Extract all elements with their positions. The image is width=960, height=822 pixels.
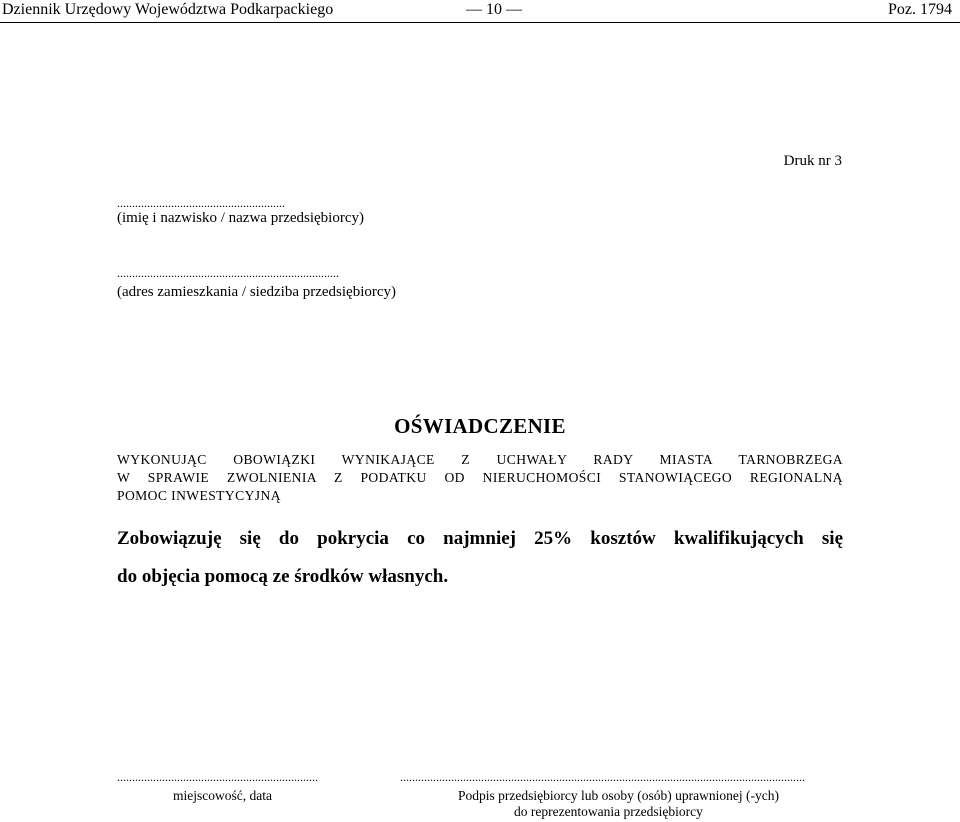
signature-fill-line: .......................................................................................................................................: [400, 770, 805, 784]
address-fill-line: ..........................................................................: [117, 266, 339, 280]
statement-line-2: do objęcia pomocą ze środków własnych.: [117, 566, 449, 587]
name-caption: (imię i nazwisko / nazwa przedsiębiorcy): [117, 210, 364, 226]
statement-line-1: Zobowiązuję się do pokrycia co najmniej 25% kosztów kwalifikujących się: [117, 528, 843, 549]
place-date-caption: miejscowość, data: [173, 788, 272, 803]
document-title: OŚWIADCZENIE: [394, 414, 566, 438]
journal-title: Dziennik Urzędowy Województwa Podkarpackiego: [2, 1, 334, 18]
address-caption: (adres zamieszkania / siedziba przedsiębiorcy): [117, 284, 397, 300]
intro-line-3: POMOC INWESTYCYJNĄ: [117, 488, 281, 503]
signature-caption-2: do reprezentowania przedsiębiorcy: [514, 804, 703, 819]
intro-line-1: WYKONUJĄC OBOWIĄZKI WYNIKAJĄCE Z UCHWAŁY RADY MIASTA TARNOBRZEGA: [117, 452, 843, 467]
name-fill-line: ........................................................: [117, 196, 285, 210]
intro-line-2: W SPRAWIE ZWOLNIENIA Z PODATKU OD NIERUCHOMOŚCI STANOWIĄCEGO REGIONALNĄ: [117, 470, 843, 485]
position-number: Poz. 1794: [888, 1, 952, 18]
page-number: — 10 —: [466, 1, 522, 18]
place-date-fill-line: ...................................................................: [117, 770, 318, 784]
header-rule: [0, 22, 960, 23]
page-header: [0, 0, 960, 24]
signature-caption-1: Podpis przedsiębiorcy lub osoby (osób) uprawnionej (-ych): [458, 788, 779, 803]
form-number: Druk nr 3: [783, 153, 842, 169]
